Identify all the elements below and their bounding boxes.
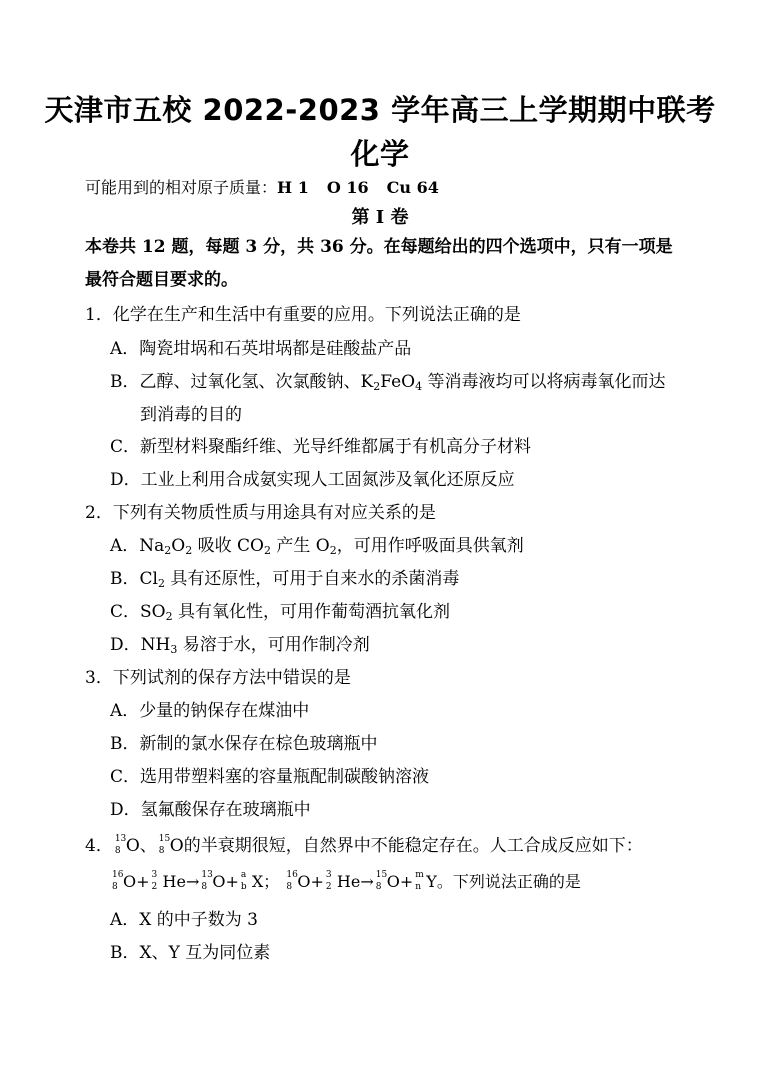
section-intro: 本卷共 12 题，每题 3 分，共 36 分。在每题给出的四个选项中，只有一项是最符合题目要求的。 <box>85 237 673 290</box>
question-3-stem: 3．下列试剂的保存方法中错误的是 <box>85 668 351 688</box>
q1-option-a: A．陶瓷坩埚和石英坩埚都是硅酸盐产品 <box>110 339 412 359</box>
mass-h: H 1 <box>277 178 309 197</box>
q2-option-d: D．$NH_3$ 易溶于水，可用作制冷剂 <box>110 635 370 656</box>
subject-title: 化学 <box>350 137 410 171</box>
question-2-stem: 2．下列有关物质性质与用途具有对应关系的是 <box>85 503 436 523</box>
q3-option-c: C．选用带塑料塞的容量瓶配制碳酸钠溶液 <box>110 767 430 787</box>
mass-o: O 16 <box>326 178 369 197</box>
atomic-mass-label: 可能用到的相对原子质量： <box>85 178 278 197</box>
question-1-stem: 1．化学在生产和生活中有重要的应用。下列说法正确的是 <box>85 305 521 325</box>
q1-option-b: B．乙醇、过氧化氢、次氯酸钠、$K_2FeO_4$ 等消毒液均可以将病毒氧化而达 <box>110 372 666 393</box>
volume-heading: 第 Ⅰ 卷 <box>351 207 409 228</box>
atomic-mass-line <box>85 175 439 198</box>
question-4-stem: 4． 13 8 O、 15 8 O的半衰期很短，自然界中不能稳定存在。人工合成反应如下： <box>85 834 643 856</box>
q2-option-c: C．$SO_2$ 具有氧化性，可用作葡萄酒抗氧化剂 <box>110 602 450 623</box>
q4-option-a: A．X 的中子数为 3 <box>110 910 259 930</box>
q1-option-d: D．工业上利用合成氨实现人工固氮涉及氧化还原反应 <box>110 470 515 490</box>
q3-option-b: B．新制的氯水保存在棕色玻璃瓶中 <box>110 734 378 754</box>
q2-option-b: B．$Cl_2$ 具有还原性，可用于自来水的杀菌消毒 <box>110 569 460 590</box>
q3-option-d: D．氢氟酸保存在玻璃瓶中 <box>110 800 311 820</box>
mass-cu: Cu 64 <box>386 178 439 197</box>
q4-reaction-equations: 16 8 O+ 3 2 He→ 13 8 O+ a b X； 16 8 O+ 3 2 He→ 15 8 O+ m n Y。下列说法正确的是 <box>112 870 581 892</box>
q4-option-b: B．X、Y 互为同位素 <box>110 943 271 963</box>
q2-option-a: A．$Na_2O_2$ 吸收 $CO_2$ 产生 $O_2$，可用作呼吸面具供氧剂 <box>110 536 524 557</box>
q1-option-b-continued: 到消毒的目的 <box>140 405 242 425</box>
q1-option-c: C．新型材料聚酯纤维、光导纤维都属于有机高分子材料 <box>110 437 532 457</box>
exam-title: 天津市五校 2022-2023 学年高三上学期期中联考 <box>44 93 716 127</box>
q3-option-a: A．少量的钠保存在煤油中 <box>110 701 310 721</box>
